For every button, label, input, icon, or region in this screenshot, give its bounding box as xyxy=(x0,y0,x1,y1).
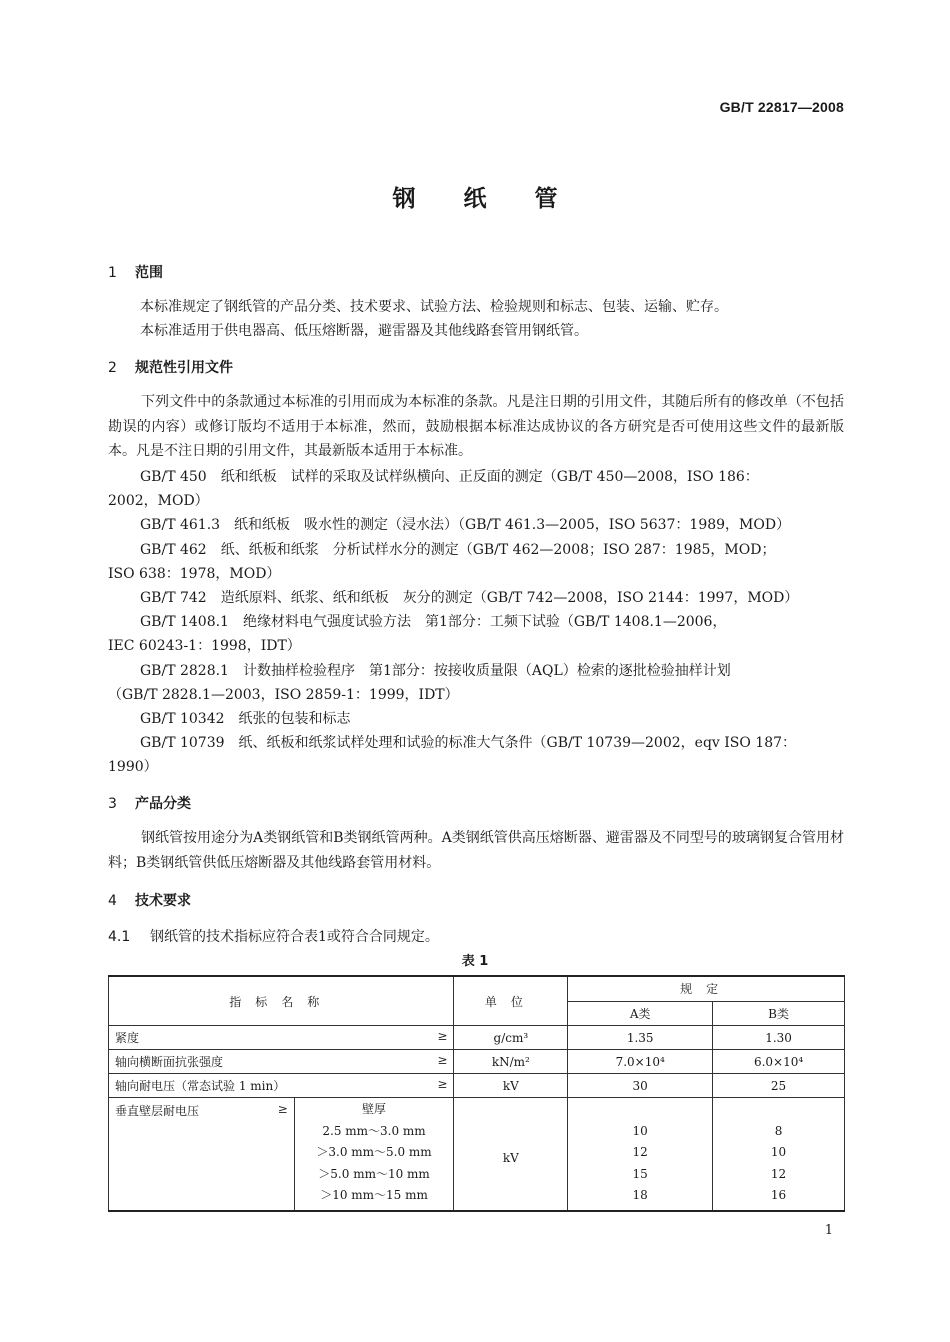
ge-symbol: ≥ xyxy=(437,1029,448,1043)
reference-item: GB/T 461.3 纸和纸板 吸水性的测定（浸水法）（GB/T 461.3—2005，ISO 5637：1989，MOD） xyxy=(140,517,791,533)
table-header-row xyxy=(109,976,845,1001)
wall-thickness-list xyxy=(294,1098,454,1212)
reference-item-continued: （GB/T 2828.1—2003，ISO 2859-1：1999，IDT） xyxy=(108,687,459,703)
table-row xyxy=(109,1074,845,1098)
section-number: 4 xyxy=(108,893,117,909)
wall-values-b xyxy=(713,1098,845,1212)
section-2-intro: 下列文件中的条款通过本标准的引用而成为本标准的条款。凡是注日期的引用文件，其随后所有的修改单（不包括勘误的内容）或修订版均不适用于本标准，然而，鼓励根据本标准达成协议的各方研究是否可使用这些文件的最新版本。凡是不注日期的引用文件，其最新版本适用于本标准。 xyxy=(108,394,844,459)
clause-number: 4.1 xyxy=(108,929,131,945)
reference-item: GB/T 742 造纸原料、纸浆、纸和纸板 灰分的测定（GB/T 742—2008，ISO 2144：1997，MOD） xyxy=(140,590,799,606)
row-label: 轴向耐电压（常态试验 1 min） xyxy=(115,1079,286,1093)
reference-item: GB/T 450 纸和纸板 试样的采取及试样纵横向、正反面的测定（GB/T 450—2008，ISO 186： xyxy=(140,469,759,485)
wall-thickness-header: 壁厚 xyxy=(362,1102,387,1116)
table-row-wall-voltage xyxy=(109,1098,845,1212)
wall-value-a: 10 xyxy=(632,1123,648,1138)
row-label: 紧度 xyxy=(115,1031,140,1045)
header-class-a: A类 xyxy=(568,1001,713,1026)
wall-value-b: 12 xyxy=(770,1166,787,1181)
row-value-a: 7.0×10⁴ xyxy=(568,1050,713,1074)
row-unit: g/cm³ xyxy=(454,1026,568,1050)
section-4-heading xyxy=(108,890,191,910)
document-title: 钢纸管 xyxy=(392,186,606,212)
section-title: 技术要求 xyxy=(135,893,191,909)
row-name xyxy=(109,1098,295,1212)
row-name xyxy=(109,1026,454,1050)
wall-value-b: 16 xyxy=(770,1188,787,1202)
row-unit: kN/m² xyxy=(454,1050,568,1074)
wall-range: ＞10 mm～15 mm xyxy=(320,1188,428,1202)
wall-value-b: 8 xyxy=(774,1123,783,1138)
header-class-b: B类 xyxy=(713,1001,845,1026)
header-spec: 规定 xyxy=(568,976,845,1001)
reference-item: GB/T 1408.1 绝缘材料电气强度试验方法 第1部分：工频下试验（GB/T 1408.1—2006， xyxy=(140,614,727,630)
row-value-b: 6.0×10⁴ xyxy=(713,1050,845,1074)
ge-symbol: ≥ xyxy=(437,1053,448,1067)
wall-values-a xyxy=(568,1098,713,1212)
page-number: 1 xyxy=(824,1223,833,1238)
wall-value-a: 18 xyxy=(632,1188,648,1202)
section-2-heading xyxy=(108,357,233,377)
clause-text: 钢纸管的技术指标应符合表1或符合合同规定。 xyxy=(150,929,439,945)
header-unit: 单位 xyxy=(454,976,568,1026)
specification-table xyxy=(108,975,845,1212)
standard-number: GB/T 22817—2008 xyxy=(719,99,844,115)
section-number: 1 xyxy=(108,265,117,281)
clause-4-1 xyxy=(108,926,439,946)
wall-value-a: 15 xyxy=(632,1166,648,1181)
section-title: 范围 xyxy=(135,265,163,281)
section-3-heading xyxy=(108,793,191,813)
row-label: 垂直壁层耐电压 xyxy=(115,1104,200,1118)
row-name xyxy=(109,1050,454,1074)
table-caption: 表 1 xyxy=(461,954,489,969)
section-number: 2 xyxy=(108,360,117,376)
section-3-paragraph: 钢纸管按用途分为A类钢纸管和B类钢纸管两种。A类钢纸管供高压熔断器、避雷器及不同型号的玻璃钢复合管用材料；B类钢纸管供低压熔断器及其他线路套管用材料。 xyxy=(108,830,844,871)
section-1-paragraph-1: 本标准规定了钢纸管的产品分类、技术要求、试验方法、检验规则和标志、包装、运输、贮存。 xyxy=(140,299,728,315)
wall-unit: kV xyxy=(454,1098,568,1212)
wall-range: 2.5 mm～3.0 mm xyxy=(322,1123,426,1138)
ge-symbol: ≥ xyxy=(437,1077,448,1091)
wall-value-a: 12 xyxy=(632,1145,648,1159)
section-title: 产品分类 xyxy=(135,796,191,812)
row-value-a: 30 xyxy=(568,1074,713,1098)
row-value-b: 25 xyxy=(713,1074,845,1098)
row-unit: kV xyxy=(454,1074,568,1098)
row-value-a: 1.35 xyxy=(568,1026,713,1050)
wall-range: ＞3.0 mm～5.0 mm xyxy=(316,1145,432,1159)
wall-range: ＞5.0 mm～10 mm xyxy=(318,1166,430,1181)
reference-item-continued: IEC 60243-1：1998，IDT） xyxy=(108,638,301,654)
row-name xyxy=(109,1074,454,1098)
reference-item: GB/T 10739 纸、纸板和纸浆试样处理和试验的标准大气条件（GB/T 10739—2002，eqv ISO 187： xyxy=(140,735,797,751)
section-1-paragraph-2: 本标准适用于供电器高、低压熔断器，避雷器及其他线路套管用钢纸管。 xyxy=(140,323,588,339)
section-1-heading xyxy=(108,262,163,282)
row-label: 轴向横断面抗张强度 xyxy=(115,1055,224,1069)
table-row xyxy=(109,1050,845,1074)
reference-item-continued: ISO 638：1978，MOD） xyxy=(108,566,281,582)
section-number: 3 xyxy=(108,796,117,812)
ge-symbol: ≥ xyxy=(277,1102,288,1116)
header-indicator: 指标名称 xyxy=(109,976,454,1026)
section-title: 规范性引用文件 xyxy=(135,360,233,376)
table-row xyxy=(109,1026,845,1050)
reference-item-continued: 2002，MOD） xyxy=(108,493,209,509)
reference-item: GB/T 2828.1 计数抽样检验程序 第1部分：按接收质量限（AQL）检索的逐批检验抽样计划 xyxy=(140,663,731,679)
row-value-b: 1.30 xyxy=(713,1026,845,1050)
wall-value-b: 10 xyxy=(770,1145,787,1159)
reference-item: GB/T 462 纸、纸板和纸浆 分析试样水分的测定（GB/T 462—2008；ISO 287：1985，MOD； xyxy=(140,542,776,558)
reference-item: GB/T 10342 纸张的包装和标志 xyxy=(140,711,351,727)
reference-item-continued: 1990） xyxy=(108,759,158,775)
